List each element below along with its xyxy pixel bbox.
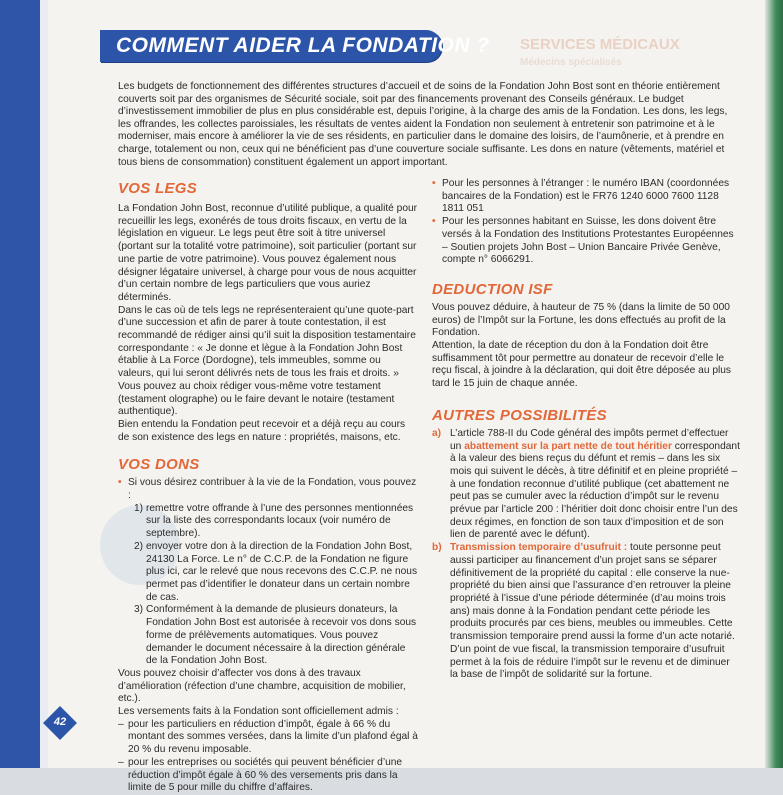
- legs-heading: VOS LEGS: [118, 180, 198, 197]
- dons-dash-text: pour les entreprises ou sociétés qui peuvent bénéficier d’une réduction d’impôt égale à 60 % des versements pris dans la limite de 5 pour mille du chiffre d’affaires.: [128, 756, 403, 794]
- item-a-text: correspondant à la valeur des biens reçus du défunt et remis – dans les six mois qui suivent le décès, à titre définitif et en pleine propriété – à une fondation reconnue d’utilité publique (cet abattement ne peut pas se cumuler avec la réduction d’impôt sur le revenu prévue par l’article 200 : l’héritier doit donc choisir entre l’un des deux régimes, en fonction de son taux d’imposition et de son lien de parenté avec le défunt).: [450, 440, 740, 541]
- dons-step-text: envoyer votre don à la direction de la Fondation John Bost, 24130 La Force. Le n° de C.C.P. de la Fondation ne figure plus ici, car le relevé que nous recevons des C.C.P. ne nous permet pas d’identifier le donateur dans un certain nombre de cas.: [146, 540, 418, 603]
- isf-paragraph-2: Attention, la date de réception du don à la Fondation doit être suffisamment tôt pour permettre au donateur de recevoir d’elle le reçu fiscal, à joindre à la déclaration, qui doit être déposée au plus tard le 15 juin de chaque année.: [432, 340, 732, 390]
- title-banner: [100, 30, 490, 62]
- dons-dash-item: – pour les entreprises ou sociétés qui peuvent bénéficier d’une réduction d’impôt égale à 60 % des versements pris dans la limite de 5 pour mille du chiffre d’affaires.: [118, 756, 403, 794]
- item-label: a): [432, 427, 442, 439]
- left-column: [118, 178, 418, 795]
- autres-item-a: [432, 428, 740, 542]
- show-through-text: [520, 36, 770, 72]
- dons-step-text: remettre votre offrande à l’une des personnes mentionnées sur la liste des correspondants locaux (voir numéro de septembre).: [146, 502, 414, 540]
- dons-dash-text: pour les particuliers en réduction d’impôt, égale à 66 % du montant des sommes versées, dans la limite d’un plafond égal à 20 % du revenu imposable.: [128, 718, 418, 756]
- dons-dash-item: – pour les particuliers en réduction d’impôt, égale à 66 % du montant des sommes versées, dans la limite d’un plafond égal à 20 % du revenu imposable.: [118, 718, 418, 756]
- dons-heading: VOS DONS: [118, 456, 200, 474]
- item-label: b): [432, 542, 442, 554]
- intro-paragraph: Les budgets de fonctionnement des différentes structures d’accueil et de soins de la Fondation John Bost sont en théorie entièrement couverts soit par des organismes de Sécurité sociale, soit par des financements provenant des Conseils généraux. Le budget d’investissement immobilier de plus en plus considérable est, depuis l’origine, à la charge des amis de la Fondation. Les dons, les legs, les offrandes, les collectes paroissiales, les résultats de ventes aident la Fondation non seulement à entretenir son patrimoine et à le moderniser, mais encore à améliorer la vie de ses résidents, en particulier dans le domaine des loisirs, de l’aumônerie, et à prendre en charge, totalement ou non, ceux qui ne bénéficient pas d’une couverture sociale suffisante. Les dons en nature (vêtements, matériel et tous biens de consommation) constituent également un apport important.: [118, 81, 728, 168]
- dons-step-text: Conformément à la demande de plusieurs donateurs, la Fondation John Bost est autorisée à recevoir vos dons sous forme de prélèvements automatiques. Vous pouvez demander le document nécessaire à la direction générale de la Fondation John Bost.: [146, 604, 417, 667]
- dons-step: [118, 503, 418, 541]
- left-color-band: [0, 0, 40, 768]
- right-column: [432, 178, 740, 682]
- dons-step-number: 2): [134, 540, 144, 552]
- page-title: COMMENT AIDER LA FONDATION ?: [116, 34, 490, 57]
- isf-heading: DEDUCTION ISF: [432, 280, 553, 298]
- page-number: 42: [53, 716, 67, 728]
- dons-step-number: 3): [134, 604, 144, 616]
- legs-paragraph-4: Bien entendu la Fondation peut recevoir et a déjà reçu au cours de son existence des legs en nature : propriétés, maisons, etc.: [118, 418, 406, 443]
- isf-paragraph-1: Vous pouvez déduire, à hauteur de 75 % (dans la limite de 50 000 euros) de l’Impôt sur la Fortune, les dons effectués au profit de la Fondation.: [432, 301, 730, 339]
- iban-bullet: • Pour les personnes à l’étranger : le numéro IBAN (coordonnées bancaires de la Fondation) est le FR76 1240 6000 7600 1128 1811 051: [432, 178, 740, 216]
- dons-intro: • Si vous désirez contribuer à la vie de la Fondation, vous pouvez :: [118, 477, 418, 502]
- item-a-intro: L’article 788-II du Code général des impôts permet d’effectuer un: [450, 427, 729, 452]
- dons-step-number: 1): [134, 502, 144, 514]
- show-through-heading: SERVICES MÉDICAUX: [520, 36, 680, 53]
- item-b-text: toute personne peut aussi participer au financement d’un projet sans se séparer définitivement de la propriété du capital : elle conserve la nue-propriété du bien ainsi que l’assurance d’en retrouver la pleine propriété à l’issue d’une période déterminée (d’au moins trois ans) mais donne à la Fondation pendant cette période les produits procurés par ces biens, meubles ou immeubles. Cette transmission temporaire prend aussi la forme d’un acte notarié. D’un point de vue fiscal, la transmission temporaire d’usufruit permet à la fois de réduire l’impôt sur le revenu et de diminuer la base de l’impôt de solidarité sur la fortune.: [450, 542, 735, 681]
- dons-affect-paragraph: Vous pouvez choisir d’affecter vos dons à des travaux d’amélioration (réfection d’une chambre, acquisition de mobilier, etc.).: [118, 667, 406, 705]
- suisse-bullet: • Pour les personnes habitant en Suisse, les dons doivent être versés à la Fondation des Institutions Protestantes Européennes – Soutien projets John Bost – Union Bancaire Privée Genève, compte n° 6066291.: [432, 216, 740, 267]
- dons-step: [118, 541, 418, 605]
- dons-step: [118, 604, 418, 668]
- item-b-highlight: Transmission temporaire d’usufruit :: [450, 542, 628, 554]
- legs-paragraph-2: Dans le cas où de tels legs ne représenteraient qu’une quote-part d’une succession et afin de parer à toute contestation, il est recommandé de rédiger ainsi qu’il suit la disposition testamentaire correspondante : « Je donne et lègue à la Fondation John Bost établie à La Force (Dordogne), tels immeubles, somme ou valeurs, qui lui seront délivrés nets de tous les frais et droits. »: [118, 304, 416, 380]
- item-a-highlight: abattement sur la part nette de tout héritier: [464, 440, 672, 452]
- legs-paragraph-1: La Fondation John Bost, reconnue d’utilité publique, a qualité pour recueillir les legs, exonérés de tous droits fiscaux, en vertu de la législation en vigueur. Le legs peut être soit à titre universel (portant sur la totalité votre patrimoine), soit particulier (portant sur une partie de votre patrimoine). Vous pouvez également nous désigner légataire universel, à charge pour vous de nous acquitter d’un certain nombre de legs particuliers que vous auriez déterminés.: [118, 203, 418, 303]
- right-page-edge: [765, 0, 783, 768]
- autres-item-b: [432, 542, 740, 682]
- legs-paragraph-3: Vous pouvez au choix rédiger vous-même votre testament (testament olographe) ou le faire devant le notaire (testament authentique).: [118, 380, 395, 418]
- left-inner-band: [40, 0, 48, 768]
- autres-heading: AUTRES POSSIBILITÉS: [432, 406, 607, 424]
- dons-versements-paragraph: Les versements faits à la Fondation sont officiellement admis :: [118, 706, 399, 718]
- show-through-sub: Médecins spécialisés: [520, 57, 622, 68]
